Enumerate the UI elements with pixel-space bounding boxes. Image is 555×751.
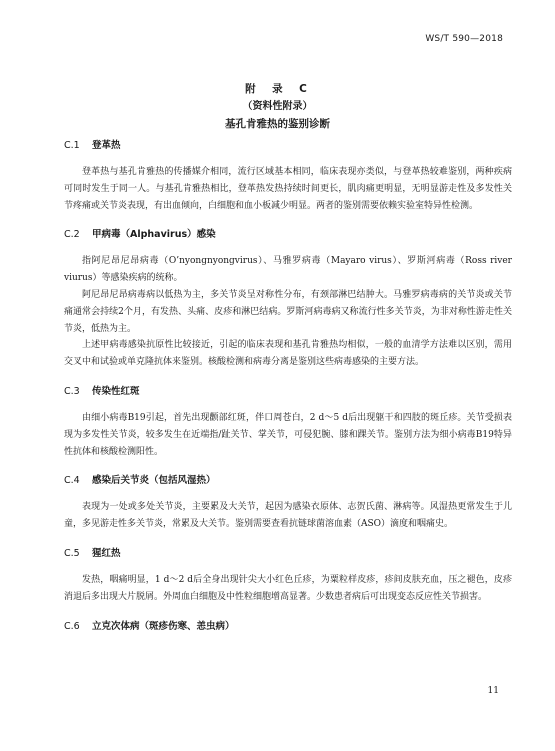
annex-name: 基孔肯雅热的鉴别诊断 (225, 118, 330, 130)
section-number: C.3 (64, 385, 80, 397)
section-heading-c5 (64, 545, 512, 563)
section-title: 猩红热 (92, 547, 121, 559)
section-title: 感染后关节炎（包括风湿热） (92, 475, 216, 487)
section-number: C.2 (64, 229, 80, 241)
annex-title: 附 录 C (245, 83, 310, 95)
paragraph: 表现为一处或多处关节炎，主要累及大关节，起因为感染衣原体、志贺氏菌、淋病等。风湿热更常发生于儿童，多见游走性多关节炎，常累及大关节。鉴别需要查看抗链球菌溶血素（ASO）滴度和咽痛史。 (64, 502, 512, 530)
section-heading-c1 (64, 137, 512, 155)
annex-type: （资料性附录） (242, 101, 313, 112)
section-title: 甲病毒（Alphavirus）感染 (92, 229, 216, 241)
section-number: C.1 (64, 140, 80, 151)
section-heading-c4 (64, 472, 512, 490)
paragraph: 阿尼昂尼昂病毒病以低热为主，多关节炎呈对称性分布，有颈部淋巴结肿大。马雅罗病毒病的关节炎或关节痛通常会持续2个月，有发热、头痛、皮疹和淋巴结病。罗斯河病毒病又称流行性多关节炎，为非对称性游走性关节炎，低热为主。 (64, 289, 512, 334)
paragraph: 指阿尼昂尼昂病毒（O’nyongnyongvirus）、马雅罗病毒（Mayaro virus）、罗斯河病毒（Ross river viurus）等感染疾病的统称。 (64, 256, 512, 284)
paragraph: 发热，咽痛明显，1 d～2 d后全身出现针尖大小红色丘疹，为粟粒样皮疹，疹间皮肤充血，压之褪色，皮疹消退后多出现大片脱屑。外周血白细胞及中性粒细胞增高显著。少数患者病后可出现变态反应性关节损害。 (64, 574, 512, 602)
section-title: 传染性红斑 (92, 385, 140, 397)
section-number: C.4 (64, 475, 80, 487)
section-heading-c6 (64, 618, 512, 636)
standard-code: WS/T 590—2018 (425, 34, 503, 44)
section-number: C.5 (64, 547, 80, 559)
paragraph: 上述甲病毒感染抗原性比较接近，引起的临床表现和基孔肯雅热均相似，一般的血清学方法难以区别，需用交叉中和试验或单克隆抗体来鉴别。核酸检测和病毒分离是鉴别这些病毒感染的主要方法。 (64, 340, 512, 368)
section-title: 立克次体病（斑疹伤寒、恙虫病） (92, 620, 235, 632)
document-body (64, 137, 512, 636)
section-heading-c3 (64, 383, 512, 401)
section-number: C.6 (64, 620, 80, 632)
paragraph: 由细小病毒B19引起，首先出现颧部红斑，伴口周苍白，2 d～5 d后出现躯干和四肢的斑丘疹。关节受损表现为多发性关节炎，较多发生在近端指/趾关节、掌关节，可侵犯腕、膝和踝关节。鉴别方法为细小病毒B19特异性抗体和核酸检测阳性。 (64, 412, 512, 457)
paragraph: 登革热与基孔肯雅热的传播媒介相同，流行区域基本相同，临床表现亦类似，与登革热较难鉴别，两种疾病可同时发生于同一人。与基孔肯雅热相比，登革热发热持续时间更长，肌肉痛更明显，无明显游走性及多发性关节疼痛或关节炎表现，有出血倾向，白细胞和血小板减少明显。两者的鉴别需要依赖实验室特异性检测。 (64, 167, 512, 211)
section-title: 登革热 (92, 140, 121, 151)
section-heading-c2 (64, 226, 512, 244)
page-number: 11 (487, 686, 499, 696)
annex-heading (0, 80, 555, 133)
